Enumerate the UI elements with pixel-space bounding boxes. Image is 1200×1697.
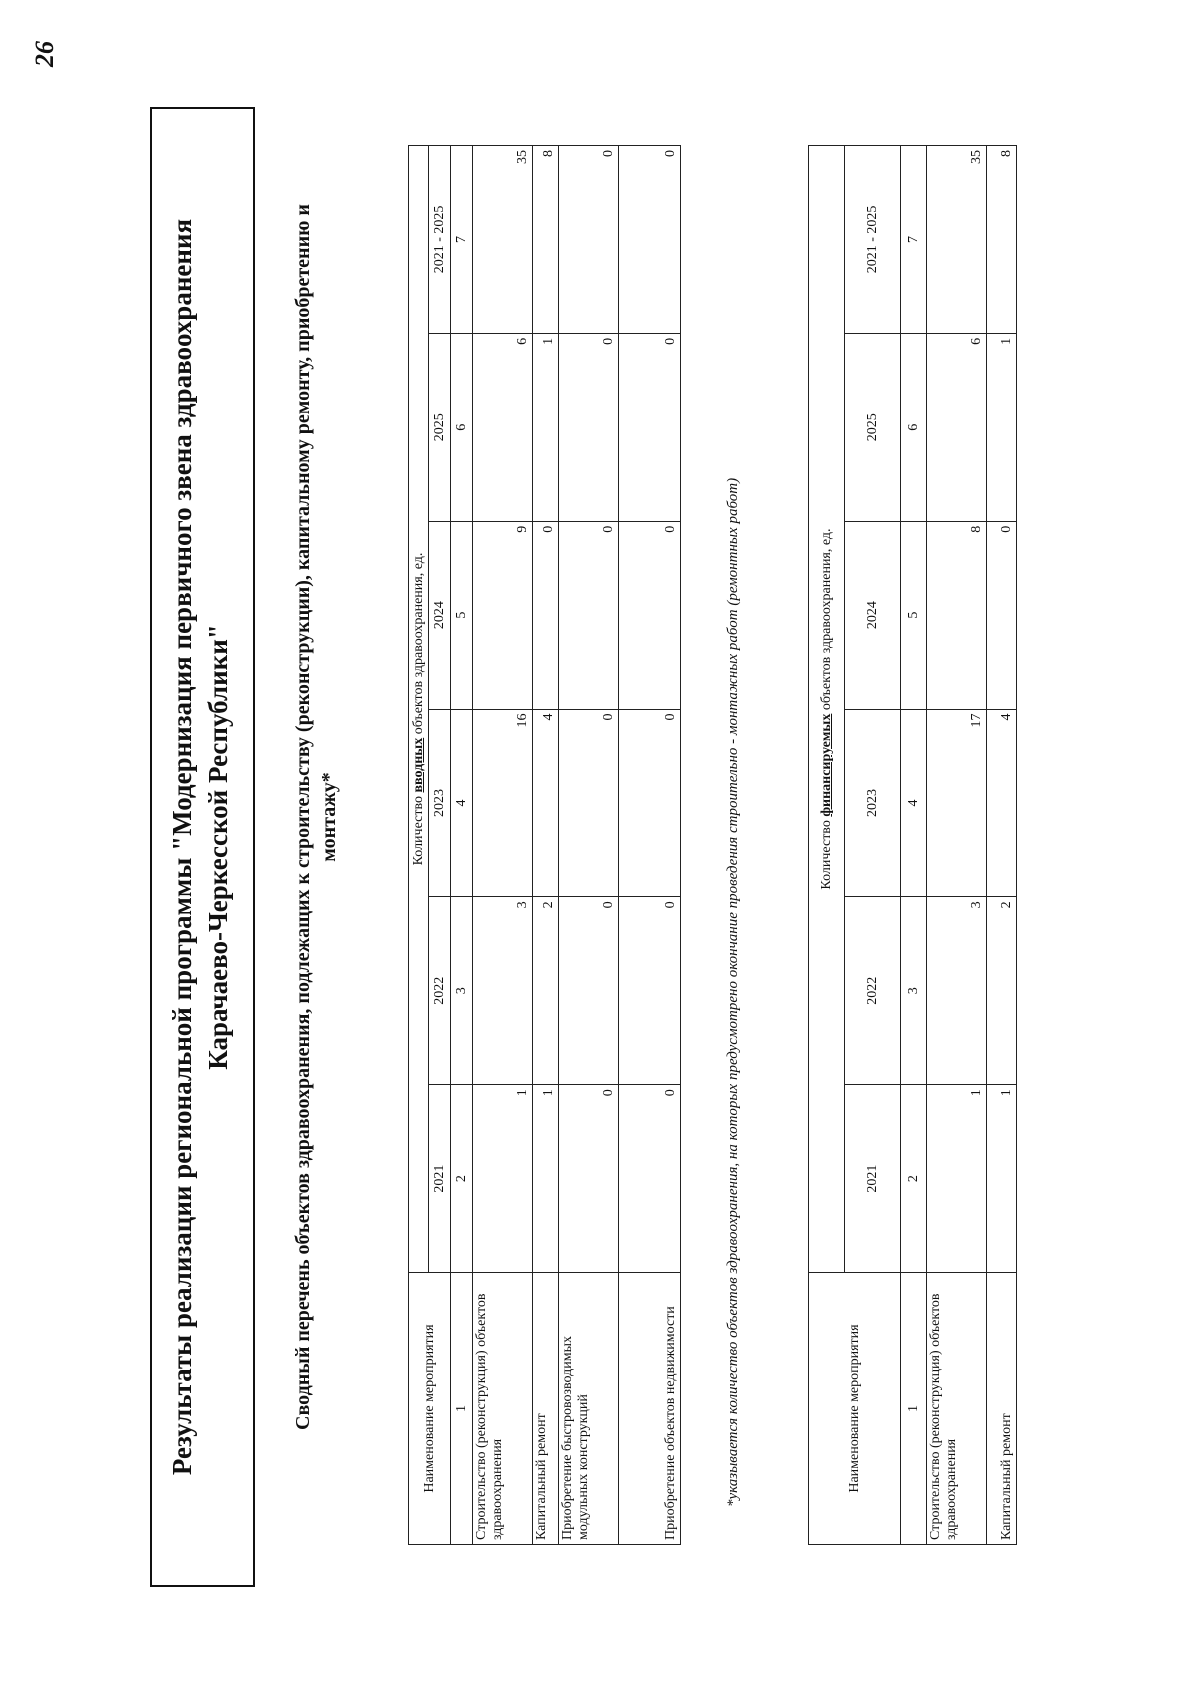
row-value: 0 <box>619 521 681 709</box>
year-header: 2021 <box>429 1085 451 1273</box>
row-value: 0 <box>559 709 619 897</box>
table-row <box>473 146 533 1545</box>
column-number: 1 <box>451 1273 473 1545</box>
title-line-2: Карачаево-Черкесской Республики" <box>203 624 233 1070</box>
row-value: 0 <box>559 897 619 1085</box>
group-header-prefix: Количество <box>818 816 834 890</box>
page-title <box>150 107 255 1587</box>
row-value: 1 <box>533 333 559 521</box>
row-value: 3 <box>473 897 533 1085</box>
group-header <box>809 146 845 1273</box>
row-value: 6 <box>927 333 987 521</box>
group-header-suffix: объектов здравоохранения, ед. <box>818 528 834 714</box>
row-value: 0 <box>559 146 619 334</box>
year-header: 2021 - 2025 <box>845 146 901 334</box>
title-line-1: Результаты реализации региональной программы "Модернизация первичного звена здравоохранения <box>167 218 197 1476</box>
column-number: 5 <box>451 521 473 709</box>
row-name: Капитальный ремонт <box>533 1273 559 1545</box>
row-value: 3 <box>927 897 987 1085</box>
row-name: Строительство (реконструкция) объектов здравоохранения <box>927 1273 987 1545</box>
table-row <box>987 146 1017 1545</box>
row-value: 0 <box>619 1085 681 1273</box>
row-value: 0 <box>559 521 619 709</box>
column-number: 2 <box>451 1085 473 1273</box>
year-header: 2022 <box>845 897 901 1085</box>
column-number: 4 <box>451 709 473 897</box>
row-value: 6 <box>473 333 533 521</box>
name-column-header: Наименование мероприятия <box>809 1273 901 1545</box>
year-header: 2021 <box>845 1085 901 1273</box>
row-value: 4 <box>533 709 559 897</box>
year-header: 2022 <box>429 897 451 1085</box>
group-header-suffix: объектов здравоохранения, ед. <box>410 552 426 738</box>
column-number: 3 <box>901 897 927 1085</box>
column-number: 5 <box>901 521 927 709</box>
year-header: 2024 <box>845 521 901 709</box>
footnote: *указывается количество объектов здравоохранения, на которых предусмотрено окончание проведения строительно - монтажных работ (ремонтных работ) <box>725 477 741 1507</box>
year-header: 2025 <box>429 333 451 521</box>
row-name: Строительство (реконструкция) объектов здравоохранения <box>473 1273 533 1545</box>
table-row <box>927 146 987 1545</box>
row-value: 1 <box>927 1085 987 1273</box>
row-value: 8 <box>987 146 1017 334</box>
row-value: 9 <box>473 521 533 709</box>
row-value: 8 <box>533 146 559 334</box>
column-number: 2 <box>901 1085 927 1273</box>
row-name: Приобретение объектов недвижимости <box>619 1273 681 1545</box>
row-value: 0 <box>619 146 681 334</box>
table-row <box>619 146 681 1545</box>
row-value: 0 <box>559 333 619 521</box>
column-number: 3 <box>451 897 473 1085</box>
commissioned-objects-table <box>408 145 681 1545</box>
row-value: 8 <box>927 521 987 709</box>
page-number: 26 <box>30 41 59 67</box>
year-header: 2021 - 2025 <box>429 146 451 334</box>
table-subtitle <box>290 127 342 1507</box>
column-number: 7 <box>901 146 927 334</box>
table-row <box>533 146 559 1545</box>
row-value: 2 <box>533 897 559 1085</box>
column-number: 6 <box>901 333 927 521</box>
name-column-header: Наименование мероприятия <box>409 1273 451 1545</box>
row-value: 1 <box>987 1085 1017 1273</box>
row-value: 0 <box>533 521 559 709</box>
subtitle-line-1: Сводный перечень объектов здравоохранения, подлежащих к строительству (реконструкции), капитальному ремонту, приобретению и <box>292 204 314 1430</box>
row-value: 0 <box>619 709 681 897</box>
group-header <box>409 146 429 1273</box>
table-row <box>559 146 619 1545</box>
column-number: 4 <box>901 709 927 897</box>
row-value: 0 <box>619 897 681 1085</box>
row-value: 16 <box>473 709 533 897</box>
row-value: 0 <box>559 1085 619 1273</box>
row-value: 4 <box>987 709 1017 897</box>
group-header-prefix: Количество <box>410 792 426 866</box>
row-value: 35 <box>473 146 533 334</box>
group-header-emphasis: вводных <box>410 737 426 793</box>
subtitle-line-2: монтажу* <box>318 772 340 862</box>
year-header: 2024 <box>429 521 451 709</box>
row-name: Капитальный ремонт <box>987 1273 1017 1545</box>
row-value: 0 <box>619 333 681 521</box>
row-value: 0 <box>987 521 1017 709</box>
row-value: 1 <box>533 1085 559 1273</box>
row-value: 1 <box>987 333 1017 521</box>
year-header: 2023 <box>429 709 451 897</box>
row-name: Приобретение быстровозводимых модульных конструкций <box>559 1273 619 1545</box>
row-value: 35 <box>927 146 987 334</box>
row-value: 17 <box>927 709 987 897</box>
row-value: 2 <box>987 897 1017 1085</box>
column-number: 7 <box>451 146 473 334</box>
year-header: 2023 <box>845 709 901 897</box>
row-value: 1 <box>473 1085 533 1273</box>
column-number: 1 <box>901 1273 927 1545</box>
column-number: 6 <box>451 333 473 521</box>
group-header-emphasis: финансируемых <box>818 713 834 817</box>
year-header: 2025 <box>845 333 901 521</box>
financed-objects-table <box>808 145 1017 1545</box>
